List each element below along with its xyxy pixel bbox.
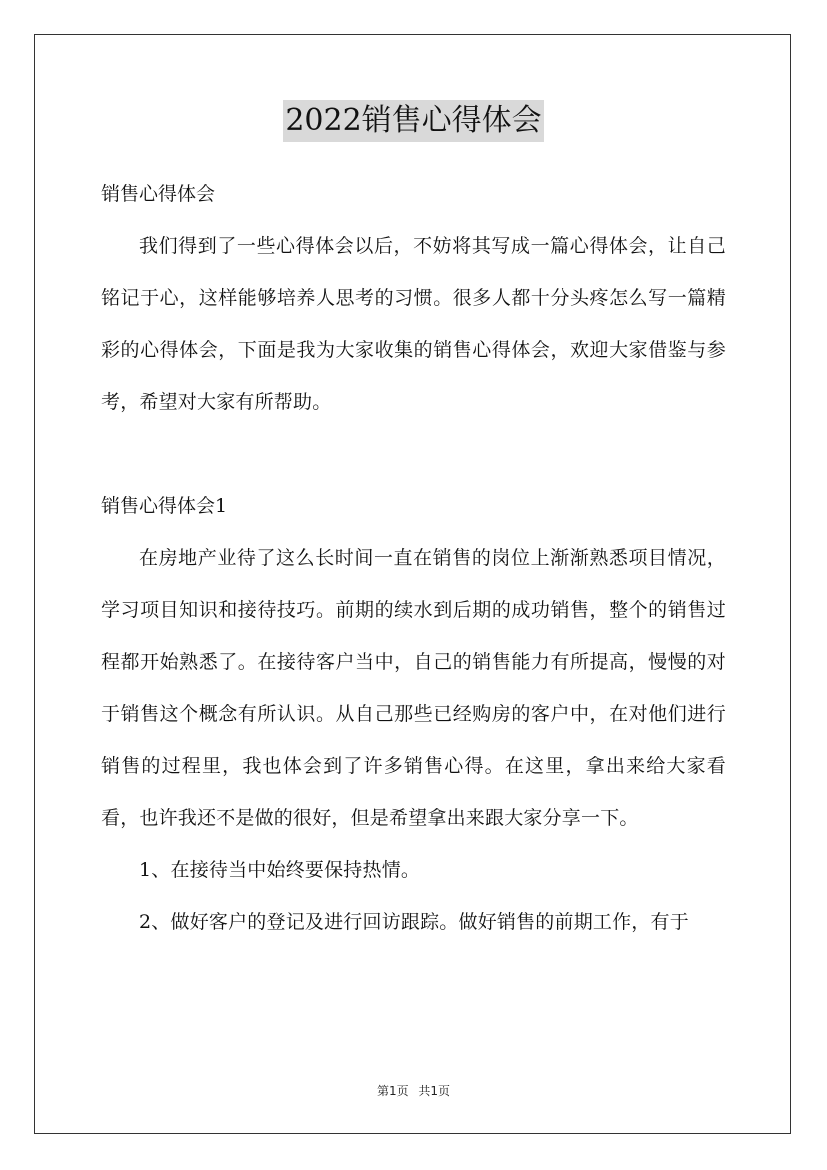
document-title: 2022销售心得体会	[283, 100, 543, 142]
section-heading: 销售心得体会1	[101, 495, 228, 517]
section-heading: 销售心得体会	[101, 183, 216, 205]
document-body	[101, 168, 726, 948]
page-total: 共1页	[418, 1084, 451, 1098]
list-item: 1、在接待当中始终要保持热情。	[139, 859, 421, 881]
title-container	[0, 100, 827, 142]
list-item: 2、做好客户的登记及进行回访跟踪。做好销售的前期工作，有于	[139, 911, 689, 933]
blank-line	[101, 428, 726, 480]
paragraph: 我们得到了一些心得体会以后，不妨将其写成一篇心得体会，让自己铭记于心，这样能够培养人思考的习惯。很多人都十分头疼怎么写一篇精彩的心得体会，下面是我为大家收集的销售心得体会，欢迎大家借鉴与参考，希望对大家有所帮助。	[101, 235, 726, 413]
paragraph: 在房地产业待了这么长时间一直在销售的岗位上渐渐熟悉项目情况，学习项目知识和接待技巧。前期的续水到后期的成功销售，整个的销售过程都开始熟悉了。在接待客户当中，自己的销售能力有所提高，慢慢的对于销售这个概念有所认识。从自己那些已经购房的客户中，在对他们进行销售的过程里，我也体会到了许多销售心得。在这里，拿出来给大家看看，也许我还不是做的很好，但是希望拿出来跟大家分享一下。	[101, 547, 726, 829]
page-footer	[0, 1082, 827, 1099]
page-number: 第1页	[376, 1084, 409, 1098]
